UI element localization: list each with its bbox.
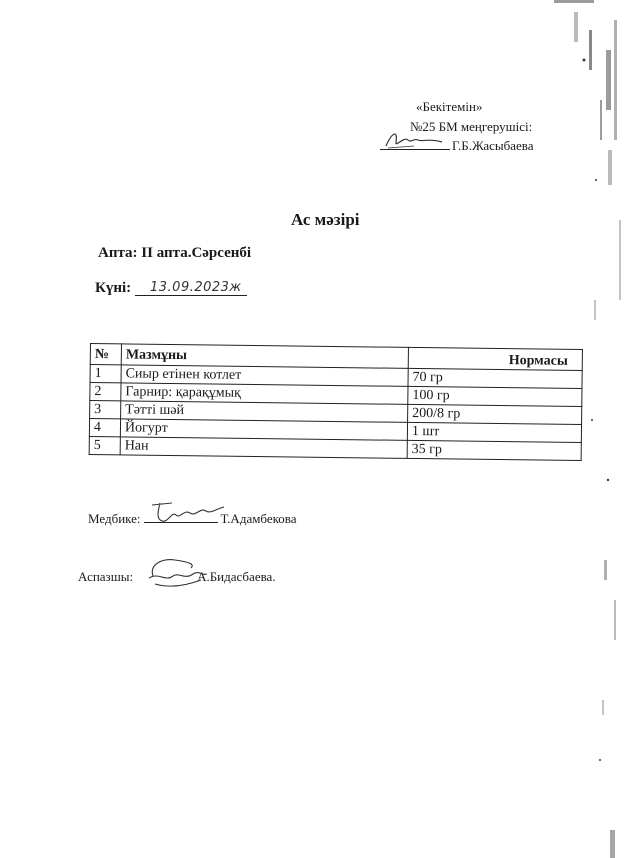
page-title: Ас мәзірі	[291, 210, 360, 229]
row-name: Нан	[120, 437, 407, 459]
approval-title: «Бекітемін»	[416, 99, 483, 114]
nurse-signature-icon	[146, 497, 226, 527]
nurse-label: Медбике:	[88, 511, 141, 526]
row-norm: 35 гр	[407, 440, 581, 460]
row-name: Тәтті шәй	[121, 401, 408, 423]
approval-position: №25 БМ меңгерушісі:	[410, 119, 533, 134]
row-name: Гарнир: қарақұмық	[121, 383, 408, 405]
row-num: 4	[89, 419, 120, 437]
head-signature-icon	[384, 128, 444, 150]
nurse-name: Т.Адамбекова	[220, 511, 297, 526]
row-num: 2	[90, 383, 121, 401]
date-underline	[135, 295, 247, 296]
approval-name: Г.Б.Жасыбаева	[452, 138, 534, 153]
header-norm: Нормасы	[408, 347, 582, 370]
row-norm: 200/8 гр	[408, 404, 582, 424]
row-norm: 100 гр	[408, 386, 582, 406]
row-name: Йогурт	[120, 419, 407, 441]
header-num: №	[90, 344, 121, 365]
cook-label: Аспазшы:	[78, 569, 134, 584]
week-line: Апта: II апта.Сәрсенбі	[98, 245, 252, 261]
row-norm: 70 гр	[408, 368, 582, 388]
header-name: Мазмұны	[121, 344, 408, 369]
row-num: 1	[90, 365, 121, 383]
row-num: 3	[90, 401, 121, 419]
date-handwritten: 13.09.2023ж	[150, 280, 242, 295]
row-norm: 1 шт	[407, 422, 581, 442]
row-name: Сиыр етінен котлет	[121, 365, 408, 387]
cook-name: А.Бидасбаева.	[197, 569, 276, 584]
cook-signature-icon	[145, 554, 211, 590]
menu-table	[89, 343, 583, 461]
date-label: Күні:	[95, 280, 132, 296]
row-num: 5	[89, 436, 120, 454]
